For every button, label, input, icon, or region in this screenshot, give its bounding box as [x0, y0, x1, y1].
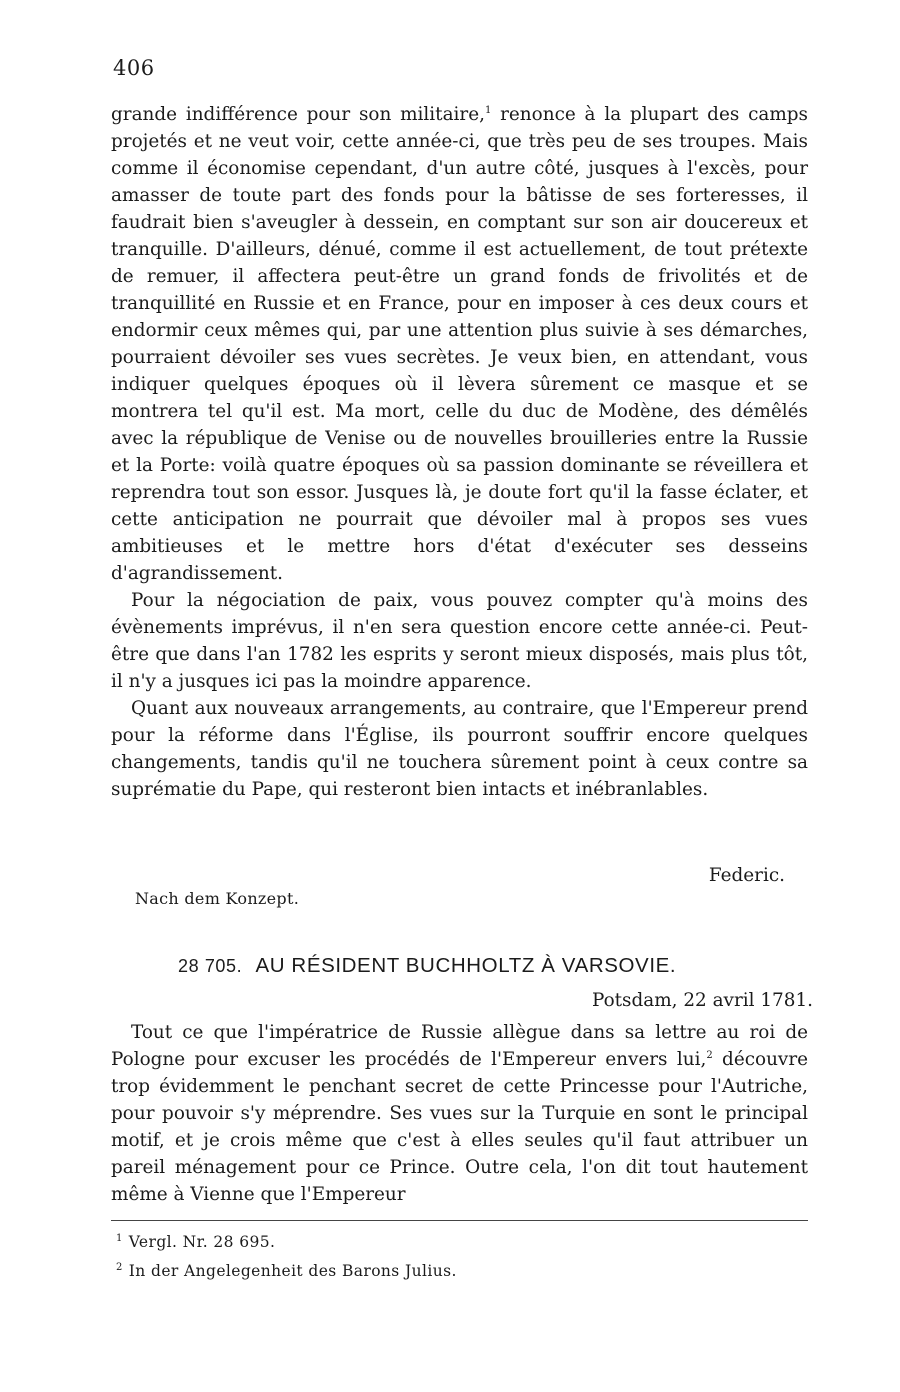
page-number: 406: [113, 56, 155, 80]
paragraph-text: Pour la négociation de paix, vous pouvez compter qu'à moins des évènements imprévus, il n'en sera question encore cette année-ci. Peut-être que dans l'an 1782 les esprits y seront mieux disposés, mais plus tôt, il n'y a jusques ici pas la moindre apparence.: [111, 590, 808, 692]
letter-body: [111, 101, 808, 803]
letter-addressee: AU RÉSIDENT BUCHHOLTZ À VARSOVIE.: [255, 954, 677, 977]
dateline: Potsdam, 22 avril 1781.: [591, 990, 813, 1011]
footnote: [116, 1255, 457, 1284]
paragraph: [111, 101, 808, 587]
footnote-text: Vergl. Nr. 28 695.: [128, 1233, 276, 1252]
letter-heading: [178, 951, 676, 981]
paragraph: [111, 1019, 808, 1208]
footnote-divider: [111, 1220, 808, 1221]
footnote-marker: 2: [116, 1262, 123, 1274]
paragraph: [111, 695, 808, 803]
paragraph-text: renonce à la plupart des camps projetés et ne veut voir, cette année-ci, que très peu de ses troupes. Mais comme il économise cependant, d'un autre côté, jusques à l'excès, pour amasser de toute part des fonds pour la bâtisse de ses forteresses, il faudrait bien s'aveugler à dessein, en comptant sur son air doucereux et tranquille. D'ailleurs, dénué, comme il est actuellement, de tout prétexte de remuer, il affectera peut-être un grand fonds de frivolités et de tranquillité en Russie et en France, pour en imposer à ces deux cours et endormir ceux mêmes qui, par une attention plus suivie à ses démarches, pourraient dévoiler ses vues secrètes. Je veux bien, en attendant, vous indiquer quelques époques où il lèvera sûrement ce masque et se montrera tel qu'il est. Ma mort, celle du duc de Modène, des démêlés avec la république de Venise ou de nouvelles brouilleries entre la Russie et la Porte: voilà quatre époques où sa passion dominante se réveillera et reprendra tout son essor. Jusques là, je doute fort qu'il la fasse éclater, et cette anticipation ne pourrait que dévoiler mal à propos ses vues ambitieuses et le mettre hors d'état d'exécuter ses desseins d'agrandissement.: [111, 104, 808, 584]
footnote-text: In der Angelegenheit des Barons Julius.: [128, 1262, 457, 1281]
letter-number: 28 705.: [178, 956, 243, 976]
paragraph-text: Quant aux nouveaux arrangements, au contraire, que l'Empereur prend pour la réforme dans l'Église, ils pourront souffrir encore quelques changements, tandis qu'il ne touchera sûrement point à ceux contre sa suprématie du Pape, qui resteront bien intacts et inébranlables.: [111, 698, 808, 800]
paragraph-text: découvre trop évidemment le penchant secret de cette Princesse pour l'Autriche, pour pouvoir s'y méprendre. Ses vues sur la Turquie en sont le principal motif, et je crois même que c'est à elles seules qu'il faut attribuer un pareil ménagement pour ce Prince. Outre cela, l'on dit tout hautement même à Vienne que l'Empereur: [111, 1049, 808, 1205]
footnotes: [116, 1226, 457, 1284]
signature: Federic.: [708, 865, 785, 886]
source-note: Nach dem Konzept.: [135, 889, 300, 908]
paragraph-text: Tout ce que l'impératrice de Russie allègue dans sa lettre au roi de Pologne pour excuser les procédés de l'Empereur envers lui,: [111, 1022, 808, 1070]
footnote-ref: 1: [484, 104, 492, 116]
footnote: [116, 1226, 457, 1255]
footnote-ref: 2: [706, 1049, 713, 1061]
footnote-marker: 1: [116, 1233, 123, 1244]
paragraph-text: grande indifférence pour son militaire,: [111, 104, 485, 125]
letter-body-second: [111, 1019, 808, 1208]
paragraph: [111, 587, 808, 695]
